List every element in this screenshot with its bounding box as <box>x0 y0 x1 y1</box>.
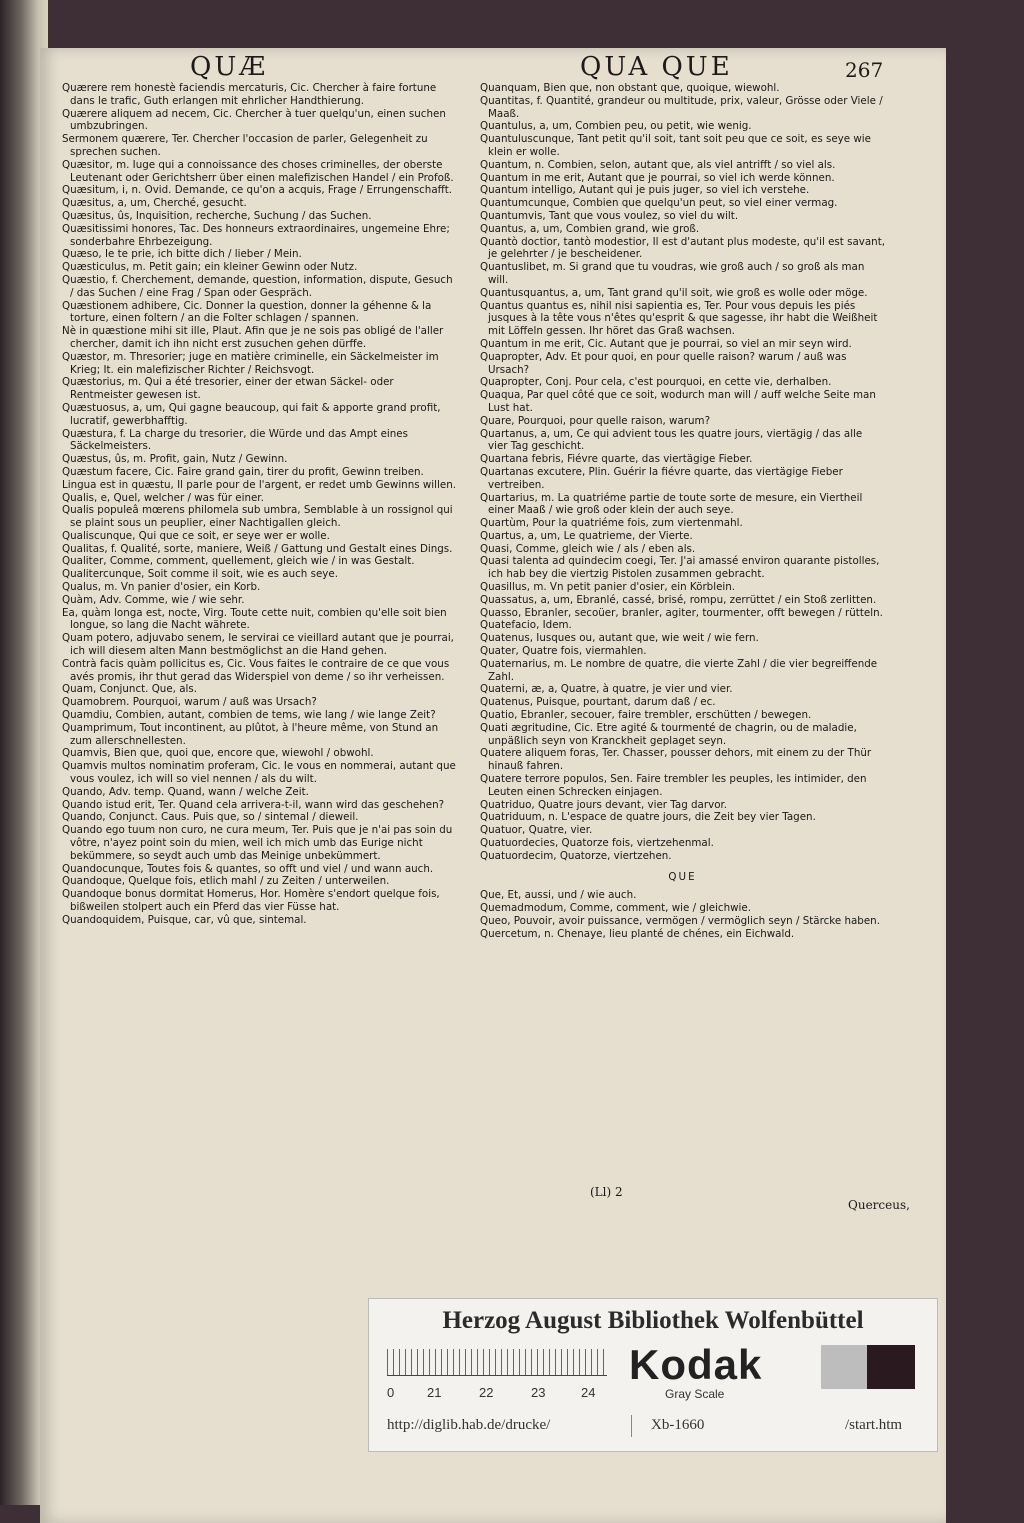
dictionary-entry: Quatuor, Quatre, vier. <box>480 824 593 837</box>
signature-mark: (Ll) 2 <box>590 1185 623 1199</box>
dictionary-entry: Qualitercunque, Soit comme il soit, wie es auch seye. <box>62 568 338 581</box>
dictionary-entry: Quasillus, m. Vn petit panier d'osier, ein Körblein. <box>480 581 736 594</box>
library-title: Herzog August Bibliothek Wolfenbüttel <box>442 1307 864 1334</box>
dictionary-entry: Quamobrem. Pourquoi, warum / auß was Ursach? <box>62 696 317 709</box>
library-url: http://diglib.hab.de/drucke/ <box>387 1417 551 1433</box>
dictionary-entry: Quantus, a, um, Combien grand, wie groß. <box>480 222 700 235</box>
dictionary-entry: Quæstio, f. Cherchement, demande, question, information, dispute, Gesuch / das Suchen / eine Frag / Span oder Gespräch. <box>62 273 453 299</box>
left-column <box>62 82 457 927</box>
dictionary-entry: Quapropter, Conj. Pour cela, c'est pourquoi, en cette vie, derhalben. <box>480 376 832 389</box>
dictionary-entry: Qualitas, f. Qualité, sorte, maniere, Weiß / Gattung und Gestalt eines Dings. <box>62 542 453 555</box>
dictionary-entry: Quantum in me erit, Cic. Autant que je pourrai, so viel an mir seyn wird. <box>480 337 852 350</box>
ruler-number: 23 <box>531 1385 546 1400</box>
dictionary-entry: Quemadmodum, Comme, comment, wie / gleichwie. <box>480 902 752 915</box>
dictionary-entry: Quæstorius, m. Qui a été tresorier, einer der etwan Säckel- oder Rentmeister gewesen ist. <box>62 376 394 402</box>
header-right: QUA QUE <box>580 52 733 82</box>
dictionary-entry: Quantulus, a, um, Combien peu, ou petit, wie wenig. <box>480 120 752 133</box>
dictionary-entry: Quàm, Adv. Comme, wie / wie sehr. <box>62 593 245 606</box>
dictionary-entry: Quartus, a, um, Le quatrieme, der Vierte. <box>480 529 693 542</box>
dictionary-entry: Quaqua, Par quel côté que ce soit, wodurch man will / auff welche Seite man Lust hat. <box>480 389 876 414</box>
ruler-number: 21 <box>427 1385 442 1400</box>
dictionary-entry: Queo, Pouvoir, avoir puissance, vermögen / vermöglich seyn / Stärcke haben. <box>480 915 880 927</box>
dictionary-entry: Quæsticulus, m. Petit gain; ein kleiner Gewinn oder Nutz. <box>62 261 358 274</box>
dictionary-entry: Quatere terrore populos, Sen. Faire trembler les peuples, les intimider, den Leuten einen Schrecken einjagen. <box>480 773 867 798</box>
section-heading-que: QUE <box>668 870 697 883</box>
dictionary-entry: Quater, Quatre fois, viermahlen. <box>480 645 647 658</box>
dictionary-entry: Quercetum, n. Chenaye, lieu planté de chénes, ein Eichwald. <box>480 927 795 940</box>
dictionary-entry: Quæsitum, i, n. Ovid. Demande, ce qu'on a acquis, Frage / Errungenschafft. <box>62 184 453 197</box>
dictionary-entry: Quatenus, Puisque, pourtant, darum daß / ec. <box>480 696 716 709</box>
dictionary-entry: Quartanus, a, um, Ce qui advient tous les quatre jours, viertägig / das alle vier Tag geschicht. <box>480 427 863 453</box>
dictionary-entry: Quartarius, m. La quatriéme partie de toute sorte de mesure, ein Viertheil einer Maaß / wie groß oder klein der auch seye. <box>480 491 863 517</box>
dictionary-entry: Quantusquantus, a, um, Tant grand qu'il soit, wie groß es wolle oder möge. <box>480 286 868 299</box>
dictionary-entry: Quantitas, f. Quantité, grandeur ou multitude, prix, valeur, Grösse oder Viele / Maaß. <box>480 94 883 120</box>
dictionary-entry: Quantum intelligo, Autant qui je puis juger, so viel ich verstehe. <box>480 184 810 197</box>
divider <box>631 1415 632 1437</box>
gray-swatch-dark <box>867 1345 915 1389</box>
dictionary-entry: Quandoquidem, Puisque, car, vû que, sintemal. <box>62 913 307 926</box>
dictionary-entry: Quandoque bonus dormitat Homerus, Hor. Homère s'endort quelque fois, bißweilen stolpert auch ein Pferd das vier Füsse hat. <box>62 888 440 913</box>
dictionary-entry: Quærere aliquem ad necem, Cic. Chercher à tuer quelqu'un, einen suchen umbzubringen. <box>62 107 446 133</box>
dictionary-entry: Quatio, Ebranler, secouer, faire trembler, erschütten / bewegen. <box>480 709 812 722</box>
dictionary-entry: Quam potero, adjuvabo senem, Ie servirai ce vieillard autant que je pourrai, ich will diesem alten Mann bestmöglichst an die Hand gehen. <box>62 632 454 658</box>
right-column-qua-entries <box>480 82 885 863</box>
dictionary-entry: Quatriduo, Quatre jours devant, vier Tag darvor. <box>480 798 728 811</box>
dictionary-entry: Quartùm, Pour la quatriéme fois, zum viertenmahl. <box>480 517 743 530</box>
dictionary-entry: Quanquam, Bien que, non obstant que, quoique, wiewohl. <box>480 82 780 94</box>
dictionary-entry: Quæsitus, ûs, Inquisition, recherche, Suchung / das Suchen. <box>62 209 372 222</box>
dictionary-entry: Sermonem quærere, Ter. Chercher l'occasion de parler, Gelegenheit zu sprechen suchen. <box>62 133 428 158</box>
dictionary-entry: Quamvis multos nominatim proferam, Cic. Ie vous en nommerai, autant que vous voulez, ich will so viel nennen / als du wilt. <box>62 760 456 786</box>
dictionary-entry: Quati ægritudine, Cic. Etre agité & tourmenté de chagrin, ou de maladie, unpäßlich seyn von Kranckheit geplaget seyn. <box>480 721 857 747</box>
dictionary-entry: Qualiter, Comme, comment, quellement, gleich wie / in was Gestalt. <box>62 555 415 568</box>
dictionary-entry: Contrà facis quàm pollicitus es, Cic. Vous faites le contraire de ce que vous avés promis, ihr thut gerad das Widerspiel von deme / so ihr verheissen. <box>62 657 450 683</box>
ruler-number: 24 <box>581 1385 596 1400</box>
dictionary-entry: Quassatus, a, um, Ebranlé, cassé, brisé, rompu, zerrüttet / ein Stoß zerlitten. <box>480 593 877 606</box>
gray-swatch-light <box>821 1345 867 1389</box>
dictionary-entry: Qualiscunque, Qui que ce soit, er seye wer er wolle. <box>62 529 330 542</box>
dictionary-entry: Nè in quæstione mihi sit ille, Plaut. Afin que je ne sois pas obligé de l'aller chercher, damit ich ihn nicht erst zusuchen gehen dürffe. <box>62 325 444 350</box>
dictionary-entry: Quæstura, f. La charge du tresorier, die Würde und das Ampt eines Säckelmeisters. <box>62 427 409 453</box>
dictionary-entry: Quartanas excutere, Plin. Guérir la fiévre quarte, das viertägige Fieber vertreiben. <box>480 465 843 491</box>
dictionary-entry: Quatere aliquem foras, Ter. Chasser, pousser dehors, mit einem zu der Thür hinauß fahren. <box>480 747 872 773</box>
dictionary-entry: Quaternarius, m. Le nombre de quatre, die vierte Zahl / die vier begreiffende Zahl. <box>480 657 878 683</box>
dictionary-entry: Quantuluscunque, Tant petit qu'il soit, tant soit peu que ce soit, es seye wie klein er wolle. <box>480 133 871 158</box>
dictionary-entry: Quatuordecim, Quatorze, viertzehen. <box>480 849 672 862</box>
catchword: Querceus, <box>848 1198 910 1212</box>
dictionary-entry: Lingua est in quæstu, Il parle pour de l'argent, er redet umb Gewinns willen. <box>62 478 457 491</box>
dictionary-entry: Quartana febris, Fiévre quarte, das viertägige Fieber. <box>480 453 753 466</box>
kodak-logo: Kodak <box>629 1341 763 1388</box>
dictionary-entry: Quando, Adv. temp. Quand, wann / welche Zeit. <box>62 785 309 798</box>
dictionary-entry: Ea, quàm longa est, nocte, Virg. Toute cette nuit, combien qu'elle soit bien longue, so lang die Nacht währete. <box>62 606 447 632</box>
dictionary-entry: Quæsitus, a, um, Cherché, gesucht. <box>62 197 247 210</box>
dictionary-entry: Qualis, e, Quel, welcher / was für einer. <box>62 491 264 504</box>
start-page: /start.htm <box>845 1417 903 1433</box>
dictionary-entry: Quando, Conjunct. Caus. Puis que, so / sintemal / dieweil. <box>62 811 359 824</box>
dictionary-entry: Quando istud erit, Ter. Quand cela arrivera-t-il, wann wird das geschehen? <box>62 798 445 811</box>
library-target-card <box>368 1298 938 1452</box>
dictionary-entry: Quæstionem adhibere, Cic. Donner la question, donner la géhenne & la torture, einen foltern / an die Folter schlagen / spannen. <box>62 299 432 325</box>
dictionary-entry: Quæso, Ie te prie, ich bitte dich / lieber / Mein. <box>62 248 302 261</box>
dictionary-entry: Quatenus, Iusques ou, autant que, wie weit / wie fern. <box>480 632 759 645</box>
dictionary-entry: Quantuslibet, m. Si grand que tu voudras, wie groß auch / so groß als man will. <box>480 261 865 286</box>
dictionary-entry: Quæsitor, m. Iuge qui a connoissance des choses criminelles, der oberste Leutenant oder Gerichtsherr über einen malefizischen Handel / ein Profoß. <box>62 158 454 184</box>
dictionary-entry: Quantus quantus es, nihil nisi sapientia es, Ter. Pour vous depuis les piés jusques à la tête vous n'êtes qu'esprit & que sagesse, ihr habt die Weißheit mit Löffeln gessen. Ihr höret das Graß wachsen. <box>480 299 878 338</box>
header-left: QUÆ <box>190 52 269 82</box>
dictionary-entry: Quantumvis, Tant que vous voulez, so viel du wilt. <box>480 209 739 222</box>
dictionary-entry: Quando ego tuum non curo, ne cura meum, Ter. Puis que je n'ai pas soin du vôtre, n'ayez point soin du mien, weil ich mich umb das Eurige nicht bekümmere, so seydt auch umb das Meinige unbekümmert. <box>62 824 453 862</box>
dictionary-entry: Que, Et, aussi, und / wie auch. <box>480 889 637 902</box>
dictionary-entry: Quæstus, ûs, m. Profit, gain, Nutz / Gewinn. <box>62 453 288 466</box>
dictionary-entry: Quasi, Comme, gleich wie / als / eben als. <box>480 542 696 555</box>
dictionary-entry: Quamdiu, Combien, autant, combien de tems, wie lang / wie lange Zeit? <box>62 709 436 722</box>
dictionary-entry: Qualus, m. Vn panier d'osier, ein Korb. <box>62 581 261 594</box>
ruler-number: 22 <box>479 1385 494 1400</box>
dictionary-entry: Quaterni, æ, a, Quatre, à quatre, je vier und vier. <box>480 683 733 696</box>
dictionary-entry: Quandocunque, Toutes fois & quantes, so offt und viel / und wann auch. <box>62 862 434 875</box>
dictionary-entry: Quam, Conjunct. Que, als. <box>62 683 198 696</box>
dictionary-entry: Quærere rem honestè faciendis mercaturis, Cic. Chercher à faire fortune dans le trafic, Guth erlangen mit ehrlicher Handthierung. <box>62 82 437 107</box>
dictionary-entry: Quamvis, Bien que, quoi que, encore que, wiewohl / obwohl. <box>62 747 374 760</box>
dictionary-entry: Quæstuosus, a, um, Qui gagne beaucoup, qui fait & apporte grand profit, lucratif, gewerbhafftig. <box>62 401 441 427</box>
dictionary-entry: Quantò doctior, tantò modestior, Il est d'autant plus modeste, qu'il est savant, je gelehrter / je bescheidener. <box>480 235 885 261</box>
dictionary-entry: Quatriduum, n. L'espace de quatre jours, die Zeit bey vier Tagen. <box>480 811 816 824</box>
ruler-scale <box>387 1349 607 1376</box>
dictionary-entry: Quæstor, m. Thresorier; juge en matière criminelle, ein Säckelmeister im Krieg; It. ein malefizischer Richter / Reichsvogt. <box>62 350 439 376</box>
dictionary-entry: Quæstum facere, Cic. Faire grand gain, tirer du profit, Gewinn treiben. <box>62 465 424 478</box>
dictionary-entry: Quatefacio, Idem. <box>480 619 572 632</box>
right-column-que-entries <box>480 889 885 940</box>
dictionary-entry: Quasso, Ebranler, secoüer, branler, agiter, tourmenter, offt bewegen / rütteln. <box>480 606 883 619</box>
dictionary-entry: Quasi talenta ad quindecim coegi, Ter. J'ai amassé environ quarante pistolles, ich hab bey die viertzig Pistolen zusammen gebracht. <box>480 555 880 581</box>
dictionary-entry: Quantumcunque, Combien que quelqu'un peut, so viel einer vermag. <box>480 197 838 210</box>
dictionary-entry: Quare, Pourquoi, pour quelle raison, warum? <box>480 414 711 427</box>
page-number: 267 <box>845 58 884 82</box>
dictionary-entry: Quapropter, Adv. Et pour quoi, en pour quelle raison? warum / auß was Ursach? <box>480 350 847 376</box>
dictionary-entry: Quatuordecies, Quatorze fois, viertzehenmal. <box>480 837 714 850</box>
dictionary-entry: Quæsitissimi honores, Tac. Des honneurs extraordinaires, ungemeine Ehre; sonderbahre Ehrbezeigung. <box>62 222 450 248</box>
right-column <box>480 82 885 941</box>
shelfmark: Xb-1660 <box>651 1417 705 1433</box>
gray-scale-label: Gray Scale <box>665 1387 725 1401</box>
ruler-number: 0 <box>387 1385 395 1400</box>
dictionary-entry: Quantum in me erit, Autant que je pourrai, so viel ich werde können. <box>480 171 835 184</box>
dictionary-entry: Quandoque, Quelque fois, etlich mahl / zu Zeiten / unterweilen. <box>62 875 390 888</box>
dictionary-entry: Quantum, n. Combien, selon, autant que, als viel antrifft / so viel als. <box>480 158 836 171</box>
dictionary-entry: Quamprimum, Tout incontinent, au plûtot, à l'heure même, von Stund an zum allerschnellesten. <box>62 721 439 747</box>
dictionary-entry: Qualis populeâ mœrens philomela sub umbra, Semblable à un rossignol qui se plaint sous un peuplier, einer Nachtigallen gleich. <box>62 504 453 530</box>
